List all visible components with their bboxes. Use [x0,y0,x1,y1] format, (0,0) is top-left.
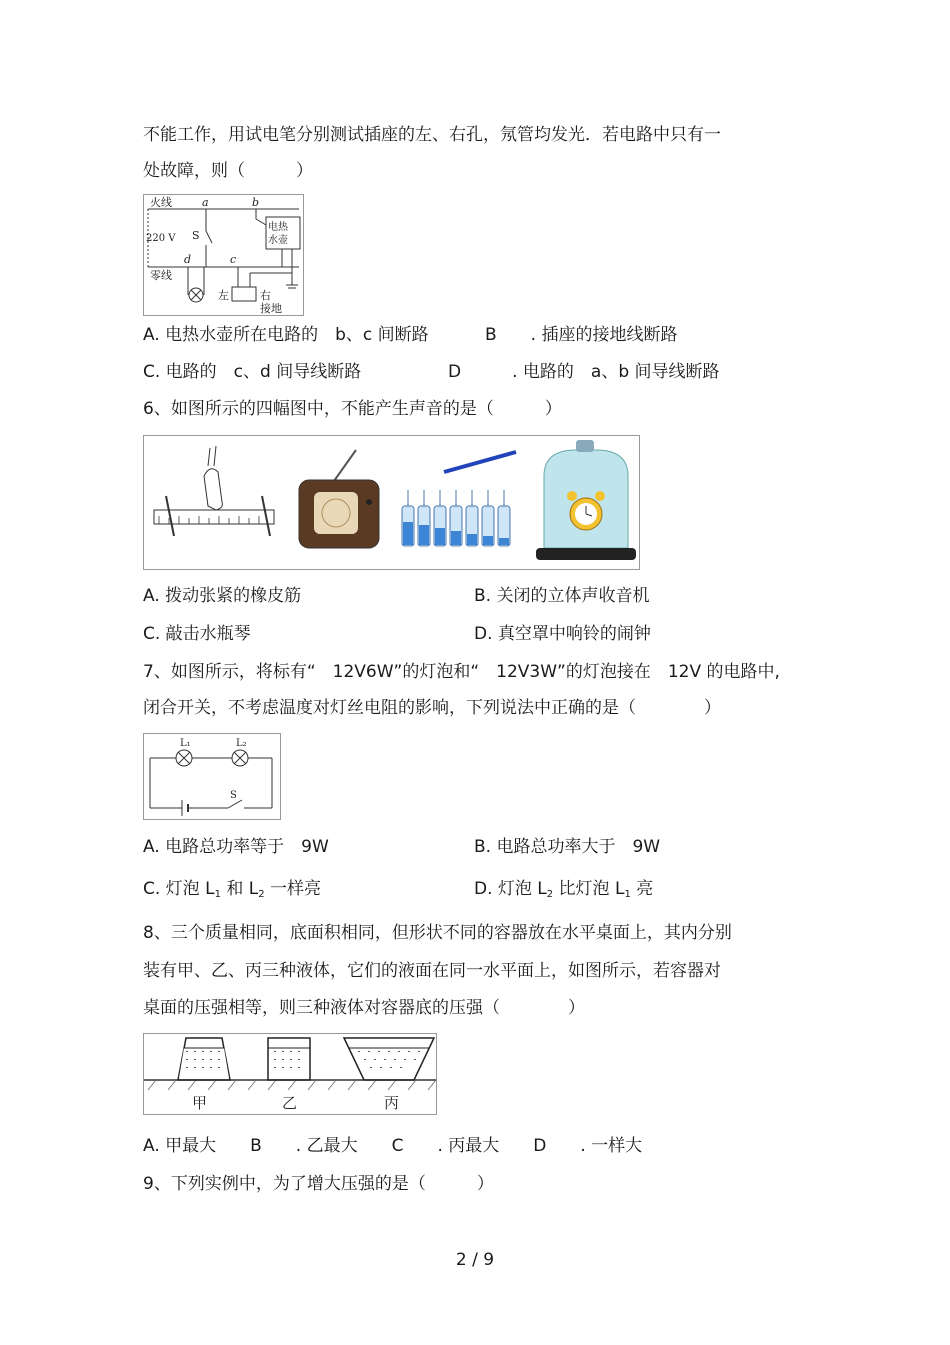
svg-text:右: 右 [260,289,271,302]
q6-option-c: C. 敲击水瓶琴 [143,624,251,644]
svg-text:S: S [230,790,237,801]
svg-text:丙: 丙 [384,1094,400,1112]
svg-text:乙: 乙 [282,1094,298,1112]
lingxian-label: 零线 [150,269,172,282]
q5-option-d: D . 电路的 a、b 间导线断路 [448,362,720,382]
svg-text:电热: 电热 [268,222,288,233]
svg-text:S: S [192,229,200,242]
q5-option-a: A. 电热水壶所在电路的 b、c 间断路 [143,325,429,345]
q6-option-d: D. 真空罩中响铃的闹钟 [474,624,651,644]
rubber-band-ruler-picture [154,446,274,536]
svg-text:水壶: 水壶 [268,235,288,246]
q5-circuit-figure [143,194,304,316]
q5-option-c: C. 电路的 c、d 间导线断路 [143,362,362,382]
q5-line2: 处故障，则（ ） [143,161,313,181]
svg-text:220 V: 220 V [146,233,176,244]
page-number: 2 / 9 [455,1250,495,1270]
q5-option-b: B . 插座的接地线断路 [485,325,678,345]
q7-option-c: C. 灯泡 $L_1$ 和 $L_2$ 一样亮 [143,879,321,900]
svg-text:L₂: L₂ [236,738,247,749]
huoxian-label: 火线 [150,196,172,209]
container-yi [268,1038,310,1080]
q6-four-pictures [143,435,640,570]
q7-option-a: A. 电路总功率等于 9W [143,837,329,857]
q7-option-d: D. 灯泡 $L_2$ 比灯泡 $L_1$ 亮 [474,879,654,900]
svg-text:左: 左 [218,289,229,302]
q7-line2: 闭合开关，不考虑温度对灯丝电阻的影响，下列说法中正确的是（ ） [143,698,721,718]
svg-text:b: b [252,196,260,209]
container-bing [344,1038,434,1080]
q6-stem: 6、如图所示的四幅图中，不能产生声音的是（ ） [143,399,562,419]
svg-text:c: c [230,253,237,266]
svg-text:a: a [202,196,209,209]
radio-picture [299,450,379,548]
q6-option-a: A. 拨动张紧的橡皮筋 [143,586,302,606]
q8-line3: 桌面的压强相等，则三种液体对容器底的压强（ ） [143,998,585,1018]
svg-text:接地: 接地 [260,302,282,315]
q7-circuit-figure [143,733,281,820]
q5-line1: 不能工作，用试电笔分别测试插座的左、右孔，氖管均发光．若电路中只有一 [143,125,721,145]
q8-line2: 装有甲、乙、丙三种液体，它们的液面在同一水平面上，如图所示，若容器对 [143,961,721,981]
q8-options: A. 甲最大 B . 乙最大 C . 丙最大 D . 一样大 [143,1136,643,1156]
q8-line1: 8、三个质量相同，底面积相同，但形状不同的容器放在水平桌面上，其内分别 [143,923,732,943]
q7-line1: 7、如图所示，将标有“ 12V6W”的灯泡和“ 12V3W”的灯泡接在 12V 的电路中, [143,662,780,682]
vacuum-bell-jar-picture [536,440,636,560]
q6-option-b: B. 关闭的立体声收音机 [474,586,650,606]
water-bottles-picture [402,452,516,546]
container-jia [178,1038,230,1080]
q9-stem: 9、下列实例中，为了增大压强的是（ ） [143,1174,494,1194]
svg-text:甲: 甲 [192,1094,208,1112]
svg-text:d: d [184,253,192,266]
q7-option-b: B. 电路总功率大于 9W [474,837,661,857]
q8-containers-figure [143,1033,437,1115]
svg-text:L₁: L₁ [180,738,191,749]
